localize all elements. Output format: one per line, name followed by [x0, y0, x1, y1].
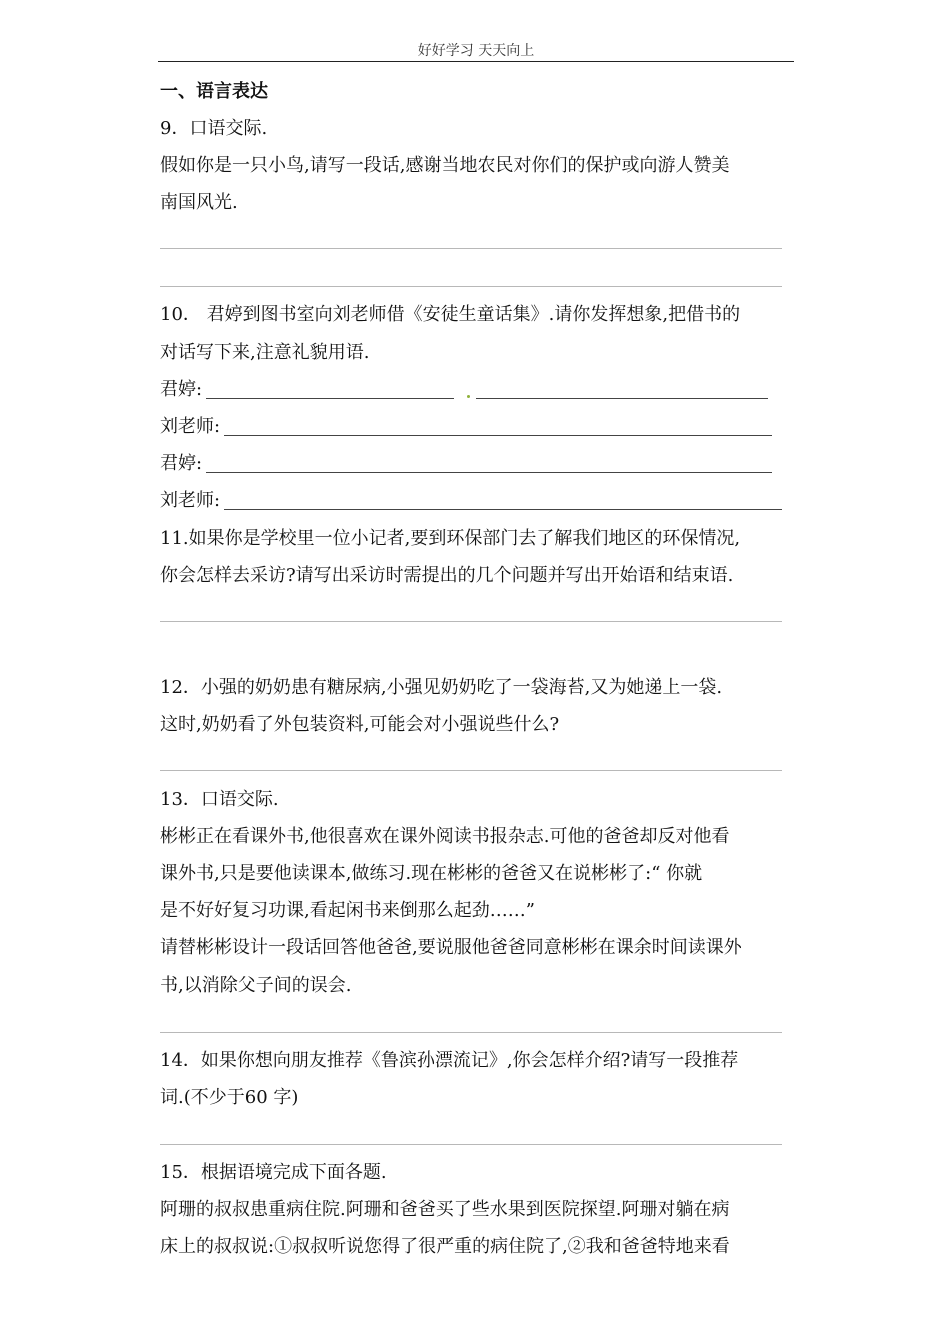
q12-text-line: 这时,奶奶看了外包装资料,可能会对小强说些什么?: [160, 714, 560, 735]
section-title: 一、语言表达: [160, 81, 268, 102]
q12-text-line: 12．小强的奶奶患有糖尿病,小强见奶奶吃了一袋海苔,又为她递上一袋.: [160, 677, 723, 698]
dialogue-answer-field[interactable]: [224, 435, 772, 436]
answer-line[interactable]: [160, 770, 782, 771]
answer-line[interactable]: [160, 286, 782, 287]
answer-line[interactable]: [160, 1144, 782, 1145]
q11-text-line: 你会怎样去采访?请写出采访时需提出的几个问题并写出开始语和结束语.: [160, 565, 734, 586]
dialogue-answer-field[interactable]: [206, 472, 772, 473]
q9-heading: 9．口语交际.: [160, 118, 268, 139]
dialogue-label-junting: 君婷:: [160, 453, 203, 474]
stray-dot: [467, 395, 470, 398]
dialogue-label-teacher: 刘老师:: [160, 416, 221, 437]
q13-text-line: 彬彬正在看课外书,他很喜欢在课外阅读书报杂志.可他的爸爸却反对他看: [160, 826, 730, 847]
q11-text-line: 11.如果你是学校里一位小记者,要到环保部门去了解我们地区的环保情况,: [160, 528, 741, 549]
q10-text-line: 10． 君婷到图书室向刘老师借《安徒生童话集》.请你发挥想象,把借书的: [160, 304, 741, 325]
q9-text-line: 假如你是一只小鸟,请写一段话,感谢当地农民对你们的保护或向游人赞美: [160, 155, 730, 176]
q15-text-line: 阿珊的叔叔患重病住院.阿珊和爸爸买了些水果到医院探望.阿珊对躺在病: [160, 1199, 730, 1220]
dialogue-label-junting: 君婷:: [160, 379, 203, 400]
q13-heading: 13．口语交际.: [160, 789, 279, 810]
q13-text-line: 书,以消除父子间的误会.: [160, 975, 352, 996]
answer-line[interactable]: [160, 1032, 782, 1033]
page-header: 好好学习 天天向上: [158, 40, 794, 62]
answer-line[interactable]: [160, 248, 782, 249]
q13-text-line: 课外书,只是要他读课本,做练习.现在彬彬的爸爸又在说彬彬了:“ 你就: [160, 863, 703, 884]
dialogue-answer-field[interactable]: [206, 398, 454, 399]
q13-text-line: 是不好好复习功课,看起闲书来倒那么起劲……”: [160, 900, 535, 921]
q14-text-line: 14．如果你想向朋友推荐《鲁滨孙漂流记》,你会怎样介绍?请写一段推荐: [160, 1050, 739, 1071]
dialogue-answer-field[interactable]: [224, 509, 782, 510]
q13-text-line: 请替彬彬设计一段话回答他爸爸,要说服他爸爸同意彬彬在课余时间读课外: [160, 937, 742, 958]
q15-text-line: 床上的叔叔说:①叔叔听说您得了很严重的病住院了,②我和爸爸特地来看: [160, 1236, 730, 1257]
q9-text-line: 南国风光.: [160, 192, 238, 213]
dialogue-answer-field[interactable]: [476, 398, 768, 399]
q14-text-line: 词.(不少于60 字): [160, 1087, 299, 1108]
q15-heading: 15．根据语境完成下面各题.: [160, 1162, 387, 1183]
q10-text-line: 对话写下来,注意礼貌用语.: [160, 342, 370, 363]
answer-line[interactable]: [160, 621, 782, 622]
dialogue-label-teacher: 刘老师:: [160, 490, 221, 511]
